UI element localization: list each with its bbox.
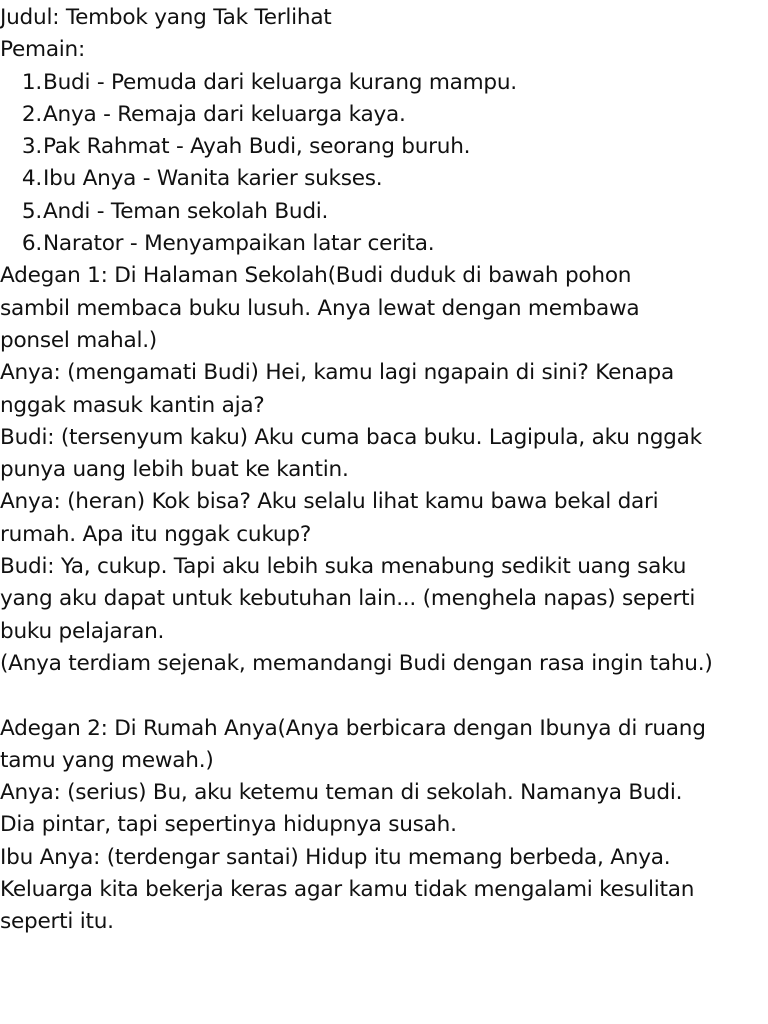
dialogue-line: Anya: (mengamati Budi) Hei, kamu lagi ngapain di sini? Kenapa (0, 360, 674, 386)
dialogue-line: yang aku dapat untuk kebutuhan lain... (menghela napas) seperti (0, 586, 696, 612)
cast-item-text: Pak Rahmat - Ayah Budi, seorang buruh. (43, 134, 471, 160)
cast-item-text: Budi - Pemuda dari keluarga kurang mampu. (43, 69, 517, 95)
cast-item (0, 228, 768, 260)
dialogue-line: Anya: (serius) Bu, aku ketemu teman di sekolah. Namanya Budi. (0, 780, 683, 806)
cast-item-number: 5. (21, 198, 42, 224)
cast-item-text: Anya - Remaja dari keluarga kaya. (43, 101, 406, 127)
cast-item-number: 1. (21, 69, 42, 95)
cast-item-number: 2. (21, 101, 42, 127)
cast-item (0, 67, 768, 99)
cast-item (0, 99, 768, 131)
dialogue-line: nggak masuk kantin aja? (0, 392, 265, 418)
cast-item-text: Andi - Teman sekolah Budi. (43, 198, 329, 224)
cast-item-text: Ibu Anya - Wanita karier sukses. (43, 166, 383, 192)
dialogue-line: punya uang lebih buat ke kantin. (0, 457, 349, 483)
blank-line (0, 680, 768, 712)
dialogue-line: Anya: (heran) Kok bisa? Aku selalu lihat kamu bawa bekal dari (0, 489, 659, 515)
dialogue-line: Keluarga kita bekerja keras agar kamu tidak mengalami kesulitan (0, 877, 695, 903)
scene-1 (0, 260, 768, 680)
cast-item-text: Narator - Menyampaikan latar cerita. (43, 231, 435, 257)
cast-item (0, 196, 768, 228)
dialogue-line: seperti itu. (0, 909, 114, 935)
document-title: Judul: Tembok yang Tak Terlihat (0, 5, 332, 30)
cast-item (0, 163, 768, 195)
scene-1-heading-line: Adegan 1: Di Halaman Sekolah(Budi duduk di bawah pohon (0, 263, 632, 289)
scene-1-line: sambil membaca buku lusuh. Anya lewat dengan membawa (0, 295, 640, 321)
dialogue-line: Budi: Ya, cukup. Tapi aku lebih suka menabung sedikit uang saku (0, 554, 687, 580)
stage-direction-line: (Anya terdiam sejenak, memandangi Budi dengan rasa ingin tahu.) (0, 650, 713, 676)
scene-2 (0, 713, 768, 939)
cast-item-number: 6. (21, 231, 42, 257)
cast-item (0, 131, 768, 163)
dialogue-line: rumah. Apa itu nggak cukup? (0, 521, 312, 547)
cast-item-number: 3. (21, 134, 42, 160)
scene-2-line: tamu yang mewah.) (0, 747, 214, 773)
dialogue-line: buku pelajaran. (0, 618, 165, 644)
script-document (0, 2, 768, 939)
dialogue-line: Ibu Anya: (terdengar santai) Hidup itu memang berbeda, Anya. (0, 844, 671, 870)
scene-1-line: ponsel mahal.) (0, 327, 157, 353)
cast-list (0, 67, 768, 261)
cast-item-number: 4. (21, 166, 42, 192)
scene-2-heading-line: Adegan 2: Di Rumah Anya(Anya berbicara dengan Ibunya di ruang (0, 715, 706, 741)
cast-heading: Pemain: (0, 37, 86, 63)
dialogue-line: Dia pintar, tapi sepertinya hidupnya susah. (0, 812, 457, 838)
dialogue-line: Budi: (tersenyum kaku) Aku cuma baca buku. Lagipula, aku nggak (0, 424, 702, 450)
